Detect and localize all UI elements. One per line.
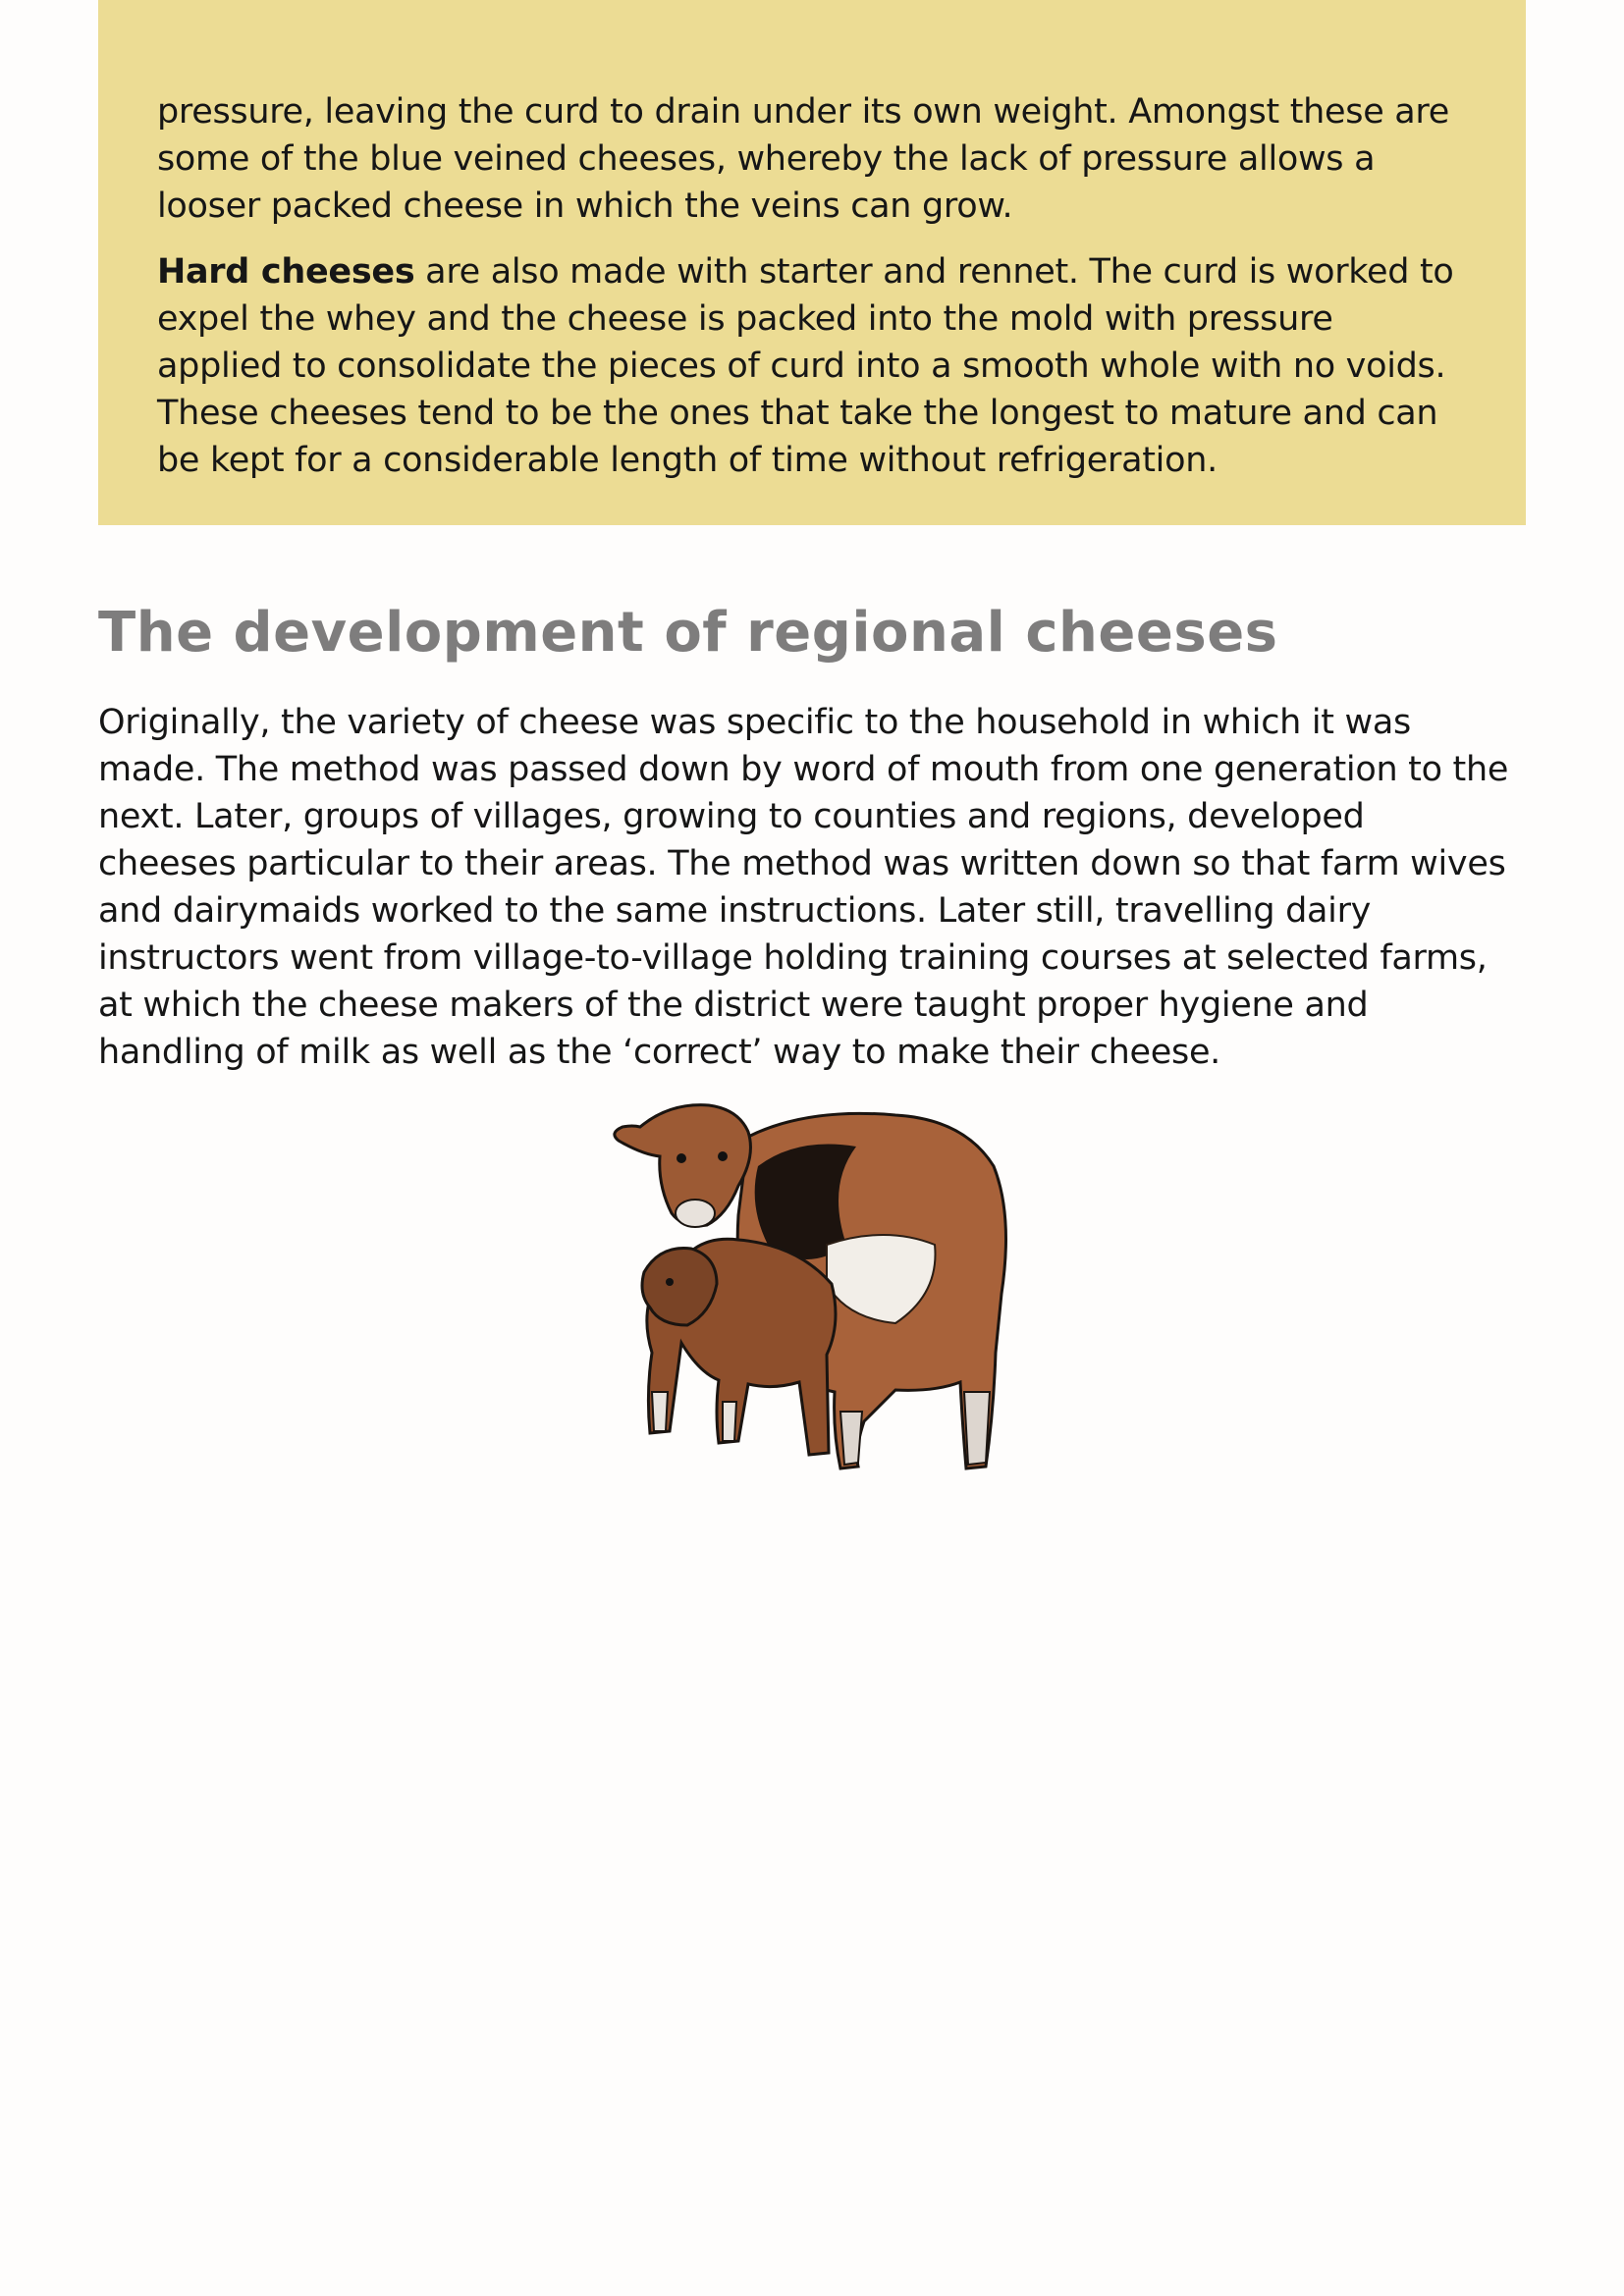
callout-paragraph-2: [157, 248, 1457, 484]
cow-eye-left: [677, 1153, 686, 1163]
section-body: Originally, the variety of cheese was specific to the household in which it was made. The method was passed down by word of mouth from one generation to the next. Later, groups of villages, growing to counties and regions, developed cheeses particular to their areas. The method was written down so that farm wives and dairymaids worked to the same instructions. Later still, travelling dairy instructors went from village-to-village holding training courses at selected farms, at which the cheese makers of the district were taught proper hygiene and handling of milk as well as the ‘correct’ way to make their cheese.: [98, 703, 1509, 1072]
cow-and-calf-illustration: [601, 1097, 1023, 1472]
cow-eye-right: [718, 1151, 728, 1161]
cow-muzzle: [676, 1200, 715, 1227]
hard-cheeses-term: Hard cheeses: [157, 252, 415, 292]
calf-eye: [666, 1278, 674, 1286]
callout-box: [98, 0, 1526, 525]
section-heading: The development of regional cheeses: [98, 601, 1278, 665]
callout-paragraph-1: pressure, leaving the curd to drain under its own weight. Amongst these are some of the blue veined cheeses, whereby the lack of pressure allows a looser packed cheese in which the veins can grow.: [157, 92, 1449, 226]
hard-cheeses-text: are also made with starter and rennet. The curd is worked to expel the whey and the cheese is packed into the mold with pressure applied to consolidate the pieces of curd into a smooth whole with no voids. These cheeses tend to be the ones that take the longest to mature and can be kept for a considerable length of time without refrigeration.: [157, 252, 1454, 480]
